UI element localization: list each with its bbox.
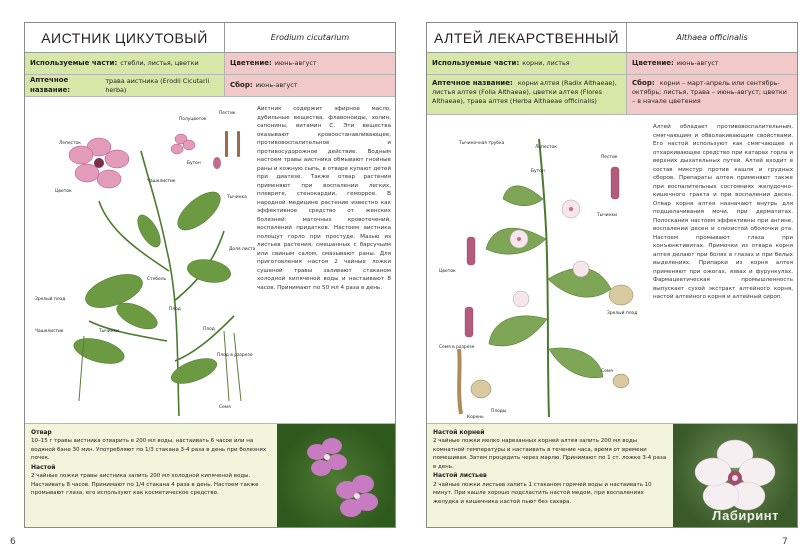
- left-recipe-2-heading: Настой: [31, 463, 56, 471]
- althaea-illustration: [431, 119, 653, 419]
- right-recipes: [427, 423, 797, 527]
- label-seed: Семя: [219, 405, 231, 410]
- right-title: АЛТЕЙ ЛЕКАРСТВЕННЫЙ: [427, 23, 627, 52]
- label-stem: Стебель: [147, 277, 167, 282]
- label-fruit-section: Плод в разрезе: [217, 353, 253, 358]
- erodium-photo: [277, 424, 395, 527]
- althaea-plant-drawing: [431, 119, 653, 419]
- right-pharmacy-row: Аптечное название: корни алтея (Radix Althaeae), листья алтея (Folia Althaeae), цветки алтея (Flores Althaeae), трава алтея (Herba Althaeae officinalis) Сбор: корни – март-апрель или сентябрь-октябрь; листья, трава – июнь-август; цветки – в начале цветения: [427, 75, 797, 115]
- label-petal: Лепесток: [59, 141, 81, 146]
- label-root: Корень: [467, 415, 484, 419]
- label-ripe-fruit-r: Зрелый плод: [607, 311, 638, 316]
- label-leaf-lobe: Доля листа: [229, 247, 255, 252]
- erodium-illustration: [29, 101, 255, 419]
- right-header: [427, 23, 797, 53]
- label-seed-section: Семя в разрезе: [439, 345, 475, 350]
- left-page-number: 6: [10, 537, 16, 547]
- label-stamens: Тычинки: [99, 329, 119, 334]
- label-stamen-tube: Тычиночная трубка: [459, 141, 505, 146]
- left-recipe-2-text: 2 чайные ложки травы аистника залить 200 мл холодной кипяченой воды. Настаивать 8 часов. Принимают по 1/4 стакана 4 раза в день. Настоем также промывают глаза, его используют как косметическое средство.: [31, 473, 259, 497]
- left-pharmacy-row: Аптечное название: трава аистника (Erodii Cicutarii herba) Сбор: июнь-август: [25, 75, 395, 97]
- label-petal-r: Лепесток: [535, 145, 557, 150]
- right-recipe-2-heading: Настой листьев: [433, 472, 487, 480]
- right-parts-row: Используемые части: корни, листья Цветение: июнь-август: [427, 53, 797, 75]
- right-recipe-1-text: 2 чайные ложки мелко нарезанных корней алтея залить 200 мл воды комнатной температуры и настаивать в течение часа, время от времени помешивая. Затем процедить через марлю. Принимают по 1 ст. ложке 3-4 раза в день.: [433, 438, 667, 470]
- left-header: [25, 23, 395, 53]
- right-page: [426, 22, 798, 528]
- label-half-flower: Полуцветок: [179, 117, 207, 122]
- right-recipe-1-heading: Настой корней: [433, 429, 485, 436]
- right-description: Алтей обладает противовоспалительным, смягчающим и обволакивающим свойствами. Его настой используют как смягчающее и отхаркивающее средство при катарах горла и верхних дыхательных путей. Алтей входит в состав микстур против кашля и грудных сборов. Препараты алтея применяют также при воспалительных состояниях желудочно-кишечного тракта и при воспалении десен. Отвар корня алтея назначают внутрь для подщелачивания мочи, при дерматитах. Полоскания настоем эффективны при ангине, воспалении десен и слизистой оболочки рта. Настоем промывают глаза при конъюнктивитах. Примочки из отвара корня алтея делают при болях в глазах и при белых выделениях. Припарки из корня алтея применяют при ожогах, язвах и фурункулах. Фармацевтическая промышленность выпускает сухой экстракт алтейного корня, настой алтейного корня и алтейный сироп.: [653, 124, 793, 300]
- label-flower: Цветок: [55, 189, 72, 194]
- label-pistil-r: Пестик: [601, 155, 618, 160]
- label-ripe-fruit: Зрелый плод: [35, 297, 66, 302]
- left-description: Аистник содержит эфирное масло, дубильные вещества, флавоноиды, холин, сапонины, витамин С. Эти вещества оказывают кровоостанавливающее, противовоспалительное и противосудорожное действие. Водным настоем травы аистника обмывают гнойные раны и кожную сыпь, в отваре купают детей при диатезе. Также отвар растения применяют при воспалении легких, плеврите, стенокардии, геморрое. В народной медицине растение известно как эффективное средство от женских болезней: маточных кровотечений, воспалений придатков. Настоем аистника полощут горло при простуде. Мазью из листьев растения, смешанных с барсучьим или свиным салом, смазывают раны. Для приготовления настоя 2 чайные ложки сушеной травы заливают стаканом холодной кипяченой воды и настаивают 8 часов. Принимают по 50 мл 4 раза в день.: [257, 106, 391, 291]
- erodium-plant-drawing: [29, 101, 255, 419]
- label-bud-r: Бутон: [531, 169, 545, 174]
- label-fruits: Плоды: [491, 409, 507, 414]
- left-recipe-1-text: 10–15 г травы аистника отварить в 200 мл воды, настаивать 6 часов или на водяной бане 30 мин. Употребляют по 1/3 стакана 3-4 раза в день при болезнях почек.: [31, 438, 267, 462]
- right-recipe-2-text: 2 чайные ложки листьев залить 1 стаканом горячей воды и настаивать 10 минут. При кашле хорошо подсластить настой медом, при воспалениях желудка и кишечника настой пьют без сахара.: [433, 481, 652, 505]
- left-recipe-1-heading: Отвар: [31, 429, 52, 436]
- label-pistil: Пестик: [219, 111, 236, 116]
- left-latin-name: Erodium cicutarium: [270, 33, 350, 42]
- label-stamens-r: Тычинки: [597, 213, 617, 218]
- watermark: Лабиринт: [712, 508, 779, 523]
- left-recipes: [25, 423, 395, 527]
- label-sepal: Чашелистик: [147, 179, 176, 184]
- label-fruit-2: Плод: [203, 327, 215, 332]
- left-page: [24, 22, 396, 528]
- right-page-number: 7: [782, 537, 788, 547]
- label-sepal-2: Чашелистик: [35, 329, 64, 334]
- label-fruit: Плод: [169, 307, 181, 312]
- erodium-flowers-photo: [277, 424, 395, 527]
- right-latin-name: Althaea officinalis: [676, 33, 748, 42]
- label-flower-r: Цветок: [439, 269, 456, 274]
- label-stamen: Тычинка: [227, 195, 247, 200]
- left-parts-row: Используемые части: стебли, листья, цветки Цветение: июнь-август: [25, 53, 395, 75]
- left-title: АИСТНИК ЦИКУТОВЫЙ: [25, 23, 225, 52]
- label-bud: Бутон: [187, 161, 201, 166]
- label-seed-r: Семя: [601, 369, 613, 374]
